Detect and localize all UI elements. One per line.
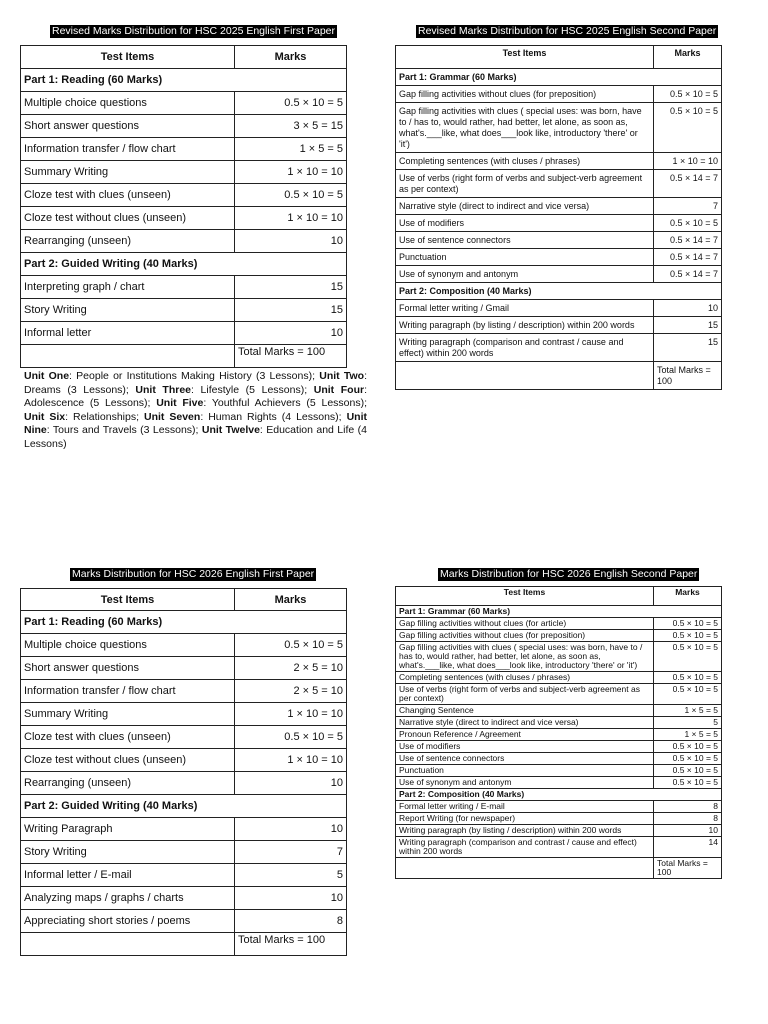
test-item: Information transfer / flow chart [21, 680, 235, 703]
test-item: Gap filling activities without clues (for article) [396, 618, 654, 630]
marks-value: 0.5 × 10 = 5 [235, 184, 347, 207]
table-row [396, 717, 722, 729]
table-row [396, 825, 722, 837]
test-item: Formal letter writing / Gmail [396, 300, 654, 317]
test-item: Use of synonym and antonym [396, 266, 654, 283]
total-row [396, 362, 722, 390]
marks-value: 0.5 × 14 = 7 [654, 170, 722, 198]
marks-value: 0.5 × 10 = 5 [654, 777, 722, 789]
table-row [21, 864, 347, 887]
test-item: Gap filling activities without clues (for preposition) [396, 86, 654, 103]
table-row [21, 161, 347, 184]
table-row [396, 249, 722, 266]
marks-value: 15 [654, 317, 722, 334]
test-item: Narrative style (direct to indirect and vice versa) [396, 198, 654, 215]
marks-value: 15 [654, 334, 722, 362]
header-marks: Marks [235, 589, 347, 611]
test-item: Gap filling activities with clues ( special uses: was born, have to / has to, would rather, had better, let alone, as soon as, what's.___like, what does___look like, introductory 'there' or 'it') [396, 642, 654, 672]
paper2-2026-title: Marks Distribution for HSC 2026 English Second Paper [440, 568, 698, 580]
unit-name: Unit Twelve [201, 424, 260, 436]
marks-value: 0.5 × 14 = 7 [654, 266, 722, 283]
marks-value: 1 × 10 = 10 [235, 749, 347, 772]
test-item: Multiple choice questions [21, 634, 235, 657]
test-item: Use of synonym and antonym [396, 777, 654, 789]
unit-name: Unit Seven [143, 410, 201, 423]
paper1-2026-table [20, 588, 347, 956]
test-item: Multiple choice questions [21, 92, 235, 115]
table-row [396, 215, 722, 232]
paper2-2026-table-block [395, 586, 722, 879]
unit-description: : Education and Life (4 Lessons) [24, 424, 367, 450]
section-row [396, 69, 722, 86]
section-row [21, 795, 347, 818]
unit-description: : Lifestyle (5 Lessons); [191, 383, 314, 396]
marks-value: 0.5 × 10 = 5 [654, 86, 722, 103]
section-row [21, 69, 347, 92]
test-item: Completing sentences (with cluses / phrases) [396, 672, 654, 684]
test-item: Changing Sentence [396, 705, 654, 717]
table-row [21, 818, 347, 841]
test-item: Writing paragraph (by listing / description) within 200 words [396, 317, 654, 334]
test-item: Gap filling activities without clues (for preposition) [396, 630, 654, 642]
test-item: Cloze test without clues (unseen) [21, 749, 235, 772]
test-item: Cloze test without clues (unseen) [21, 207, 235, 230]
marks-value: 1 × 5 = 5 [235, 138, 347, 161]
test-item: Punctuation [396, 765, 654, 777]
marks-value: 10 [235, 887, 347, 910]
table-row [396, 753, 722, 765]
section-heading: Part 1: Grammar (60 Marks) [396, 606, 722, 618]
total-row [21, 345, 347, 368]
section-row [396, 789, 722, 801]
marks-value: 14 [654, 837, 722, 858]
units-list [24, 370, 367, 451]
test-item: Summary Writing [21, 161, 235, 184]
total-empty-cell [21, 933, 235, 956]
test-item: Short answer questions [21, 115, 235, 138]
marks-value: 2 × 5 = 10 [235, 680, 347, 703]
table-row [396, 765, 722, 777]
test-item: Cloze test with clues (unseen) [21, 726, 235, 749]
header-test-items: Test Items [21, 46, 235, 69]
total-marks: Total Marks = 100 [235, 933, 347, 956]
test-item: Use of verbs (right form of verbs and subject-verb agreement as per context) [396, 170, 654, 198]
table-row [396, 813, 722, 825]
test-item: Narrative style (direct to indirect and vice versa) [396, 717, 654, 729]
total-row [21, 933, 347, 956]
marks-value: 1 × 5 = 5 [654, 729, 722, 741]
section-heading: Part 2: Guided Writing (40 Marks) [21, 795, 347, 818]
table-row [21, 138, 347, 161]
unit-name: Unit Six [24, 410, 66, 423]
marks-value: 0.5 × 10 = 5 [235, 726, 347, 749]
table-row [21, 299, 347, 322]
marks-value: 1 × 10 = 10 [235, 161, 347, 184]
table-row [21, 657, 347, 680]
marks-value: 0.5 × 14 = 7 [654, 249, 722, 266]
test-item: Writing Paragraph [21, 818, 235, 841]
unit-name: Unit Four [313, 383, 365, 396]
test-item: Gap filling activities with clues ( special uses: was born, have to / has to, would rather, had better, let alone, as soon as, what's.___like, what does___look like, introductory 'there' or 'it') [396, 103, 654, 153]
header-marks: Marks [654, 46, 722, 69]
unit-description: : Tours and Travels (3 Lessons); [46, 424, 202, 436]
table-row [21, 910, 347, 933]
paper1-2026-title: Marks Distribution for HSC 2026 English First Paper [72, 568, 315, 580]
table-row [21, 726, 347, 749]
test-item: Appreciating short stories / poems [21, 910, 235, 933]
test-item: Pronoun Reference / Agreement [396, 729, 654, 741]
test-item: Writing paragraph (comparison and contrast / cause and effect) within 200 words [396, 837, 654, 858]
marks-value: 10 [235, 818, 347, 841]
table-row [21, 115, 347, 138]
header-marks: Marks [654, 587, 722, 606]
table-row [396, 170, 722, 198]
paper2-2025-table-block [395, 45, 722, 390]
marks-value: 15 [235, 276, 347, 299]
table-row [396, 198, 722, 215]
paper1-2025-table-block [20, 45, 347, 368]
marks-value: 1 × 10 = 10 [235, 703, 347, 726]
paper1-2025-table [20, 45, 347, 368]
total-marks: Total Marks = 100 [235, 345, 347, 368]
table-row [396, 317, 722, 334]
table-row [21, 184, 347, 207]
test-item: Use of verbs (right form of verbs and subject-verb agreement as per context) [396, 684, 654, 705]
section-heading: Part 2: Composition (40 Marks) [396, 283, 722, 300]
marks-value: 0.5 × 10 = 5 [654, 630, 722, 642]
unit-name: Unit Two [319, 370, 365, 382]
unit-description: : Human Rights (4 Lessons); [200, 410, 347, 423]
paper2-2025-title: Revised Marks Distribution for HSC 2025 English Second Paper [418, 25, 717, 37]
table-row [396, 334, 722, 362]
marks-value: 0.5 × 10 = 5 [235, 92, 347, 115]
test-item: Story Writing [21, 299, 235, 322]
marks-value: 10 [235, 322, 347, 345]
total-empty-cell [21, 345, 235, 368]
table-row [396, 232, 722, 249]
test-item: Cloze test with clues (unseen) [21, 184, 235, 207]
table-row [396, 672, 722, 684]
total-marks: Total Marks = 100 [654, 362, 722, 390]
test-item: Use of modifiers [396, 215, 654, 232]
test-item: Short answer questions [21, 657, 235, 680]
section-heading: Part 1: Grammar (60 Marks) [396, 69, 722, 86]
marks-value: 0.5 × 10 = 5 [654, 765, 722, 777]
marks-value: 0.5 × 10 = 5 [654, 618, 722, 630]
test-item: Story Writing [21, 841, 235, 864]
table-row [396, 777, 722, 789]
marks-value: 0.5 × 10 = 5 [654, 672, 722, 684]
marks-value: 8 [654, 813, 722, 825]
table-row [21, 207, 347, 230]
marks-value: 0.5 × 10 = 5 [654, 741, 722, 753]
test-item: Rearranging (unseen) [21, 772, 235, 795]
test-item: Analyzing maps / graphs / charts [21, 887, 235, 910]
test-item: Informal letter / E-mail [21, 864, 235, 887]
table-row [396, 266, 722, 283]
marks-value: 7 [654, 198, 722, 215]
table-row [21, 703, 347, 726]
marks-value: 1 × 10 = 10 [654, 153, 722, 170]
marks-value: 0.5 × 10 = 5 [654, 642, 722, 672]
marks-value: 3 × 5 = 15 [235, 115, 347, 138]
section-row [21, 611, 347, 634]
marks-value: 0.5 × 10 = 5 [654, 684, 722, 705]
paper1-2026-table-block [20, 588, 347, 956]
unit-description: : People or Institutions Making History (3 Lessons); [69, 370, 320, 382]
test-item: Rearranging (unseen) [21, 230, 235, 253]
total-marks: Total Marks = 100 [654, 858, 722, 879]
test-item: Formal letter writing / E-mail [396, 801, 654, 813]
marks-value: 1 × 10 = 10 [235, 207, 347, 230]
marks-value: 5 [654, 717, 722, 729]
table-row [396, 642, 722, 672]
unit-name: Unit Five [156, 397, 204, 409]
table-row [396, 86, 722, 103]
marks-value: 0.5 × 10 = 5 [654, 215, 722, 232]
section-row [396, 606, 722, 618]
table-row [396, 103, 722, 153]
table-row [396, 300, 722, 317]
test-item: Interpreting graph / chart [21, 276, 235, 299]
section-heading: Part 1: Reading (60 Marks) [21, 69, 347, 92]
test-item: Use of modifiers [396, 741, 654, 753]
test-item: Writing paragraph (by listing / description) within 200 words [396, 825, 654, 837]
test-item: Punctuation [396, 249, 654, 266]
table-row [396, 729, 722, 741]
marks-value: 0.5 × 10 = 5 [654, 103, 722, 153]
section-row [21, 253, 347, 276]
unit-description: : Youthful Achievers (5 Lessons); [203, 397, 368, 409]
table-row [21, 887, 347, 910]
test-item: Informal letter [21, 322, 235, 345]
table-row [21, 772, 347, 795]
section-heading: Part 2: Guided Writing (40 Marks) [21, 253, 347, 276]
marks-value: 2 × 5 = 10 [235, 657, 347, 680]
table-row [396, 837, 722, 858]
marks-value: 15 [235, 299, 347, 322]
header-marks: Marks [235, 46, 347, 69]
table-row [21, 276, 347, 299]
section-row [396, 283, 722, 300]
total-row [396, 858, 722, 879]
test-item: Use of sentence connectors [396, 232, 654, 249]
unit-name: Unit Three [135, 383, 192, 396]
header-test-items: Test Items [396, 46, 654, 69]
header-test-items: Test Items [21, 589, 235, 611]
marks-value: 8 [235, 910, 347, 933]
table-row [21, 749, 347, 772]
marks-value: 10 [654, 825, 722, 837]
unit-name: Unit Nine [24, 410, 367, 436]
table-row [21, 680, 347, 703]
unit-description: : Relationships; [65, 410, 144, 423]
marks-value: 10 [235, 230, 347, 253]
marks-value: 0.5 × 10 = 5 [654, 753, 722, 765]
table-row [396, 618, 722, 630]
marks-value: 10 [235, 772, 347, 795]
paper2-2026-table [395, 586, 722, 879]
table-row [21, 230, 347, 253]
table-row [396, 630, 722, 642]
test-item: Completing sentences (with cluses / phrases) [396, 153, 654, 170]
test-item: Summary Writing [21, 703, 235, 726]
total-empty-cell [396, 362, 654, 390]
marks-value: 7 [235, 841, 347, 864]
unit-description: : Adolescence (5 Lessons); [24, 383, 367, 409]
section-heading: Part 2: Composition (40 Marks) [396, 789, 722, 801]
table-row [396, 801, 722, 813]
marks-value: 0.5 × 14 = 7 [654, 232, 722, 249]
table-row [21, 322, 347, 345]
marks-value: 1 × 5 = 5 [654, 705, 722, 717]
table-row [21, 634, 347, 657]
section-heading: Part 1: Reading (60 Marks) [21, 611, 347, 634]
table-row [21, 841, 347, 864]
total-empty-cell [396, 858, 654, 879]
test-item: Use of sentence connectors [396, 753, 654, 765]
paper2-2025-table [395, 45, 722, 390]
test-item: Writing paragraph (comparison and contrast / cause and effect) within 200 words [396, 334, 654, 362]
paper1-2025-title: Revised Marks Distribution for HSC 2025 English First Paper [52, 25, 336, 37]
marks-value: 0.5 × 10 = 5 [235, 634, 347, 657]
marks-value: 8 [654, 801, 722, 813]
test-item: Information transfer / flow chart [21, 138, 235, 161]
header-test-items: Test Items [396, 587, 654, 606]
marks-value: 5 [235, 864, 347, 887]
marks-value: 10 [654, 300, 722, 317]
unit-name: Unit One [24, 370, 70, 382]
test-item: Report Writing (for newspaper) [396, 813, 654, 825]
table-row [21, 92, 347, 115]
table-row [396, 153, 722, 170]
table-row [396, 705, 722, 717]
table-row [396, 741, 722, 753]
unit-description: : Dreams (3 Lessons); [24, 370, 368, 396]
table-row [396, 684, 722, 705]
